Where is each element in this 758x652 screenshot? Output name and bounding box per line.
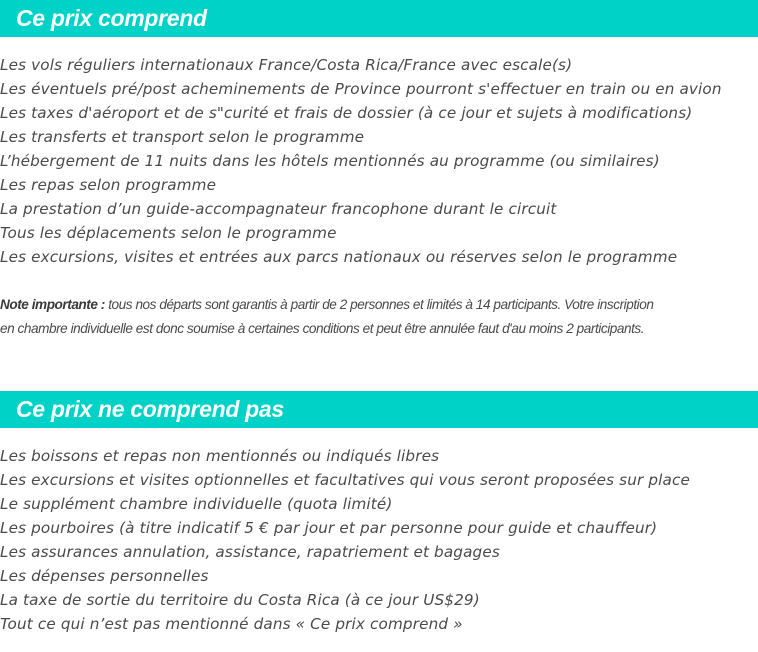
note-text-2: en chambre individuelle est donc soumise à certaines conditions et peut être annulée faut d'au moins 2 participants. <box>0 321 645 336</box>
included-item: Les transferts et transport selon le programme <box>0 128 365 146</box>
included-section-title: Ce prix comprend <box>16 5 207 31</box>
included-item: Les éventuels pré/post acheminements de Province pourront s'effectuer en train ou en avion <box>0 80 722 98</box>
included-item: Les excursions, visites et entrées aux parcs nationaux ou réserves selon le programme <box>0 248 678 266</box>
excluded-item: Les pourboires (à titre indicatif 5 € par jour et par personne pour guide et chauffeur) <box>0 519 658 537</box>
included-item: Les repas selon programme <box>0 176 217 194</box>
included-item: Les vols réguliers internationaux France/Costa Rica/France avec escale(s) <box>0 56 573 74</box>
included-item: Tous les déplacements selon le programme <box>0 224 337 242</box>
included-item: L’hébergement de 11 nuits dans les hôtels mentionnés au programme (ou similaires) <box>0 152 660 170</box>
important-note <box>0 293 758 341</box>
excluded-item: Les assurances annulation, assistance, rapatriement et bagages <box>0 543 500 561</box>
excluded-item: Les dépenses personnelles <box>0 567 209 585</box>
excluded-item: Les boissons et repas non mentionnés ou indiqués libres <box>0 447 440 465</box>
included-item: Les taxes d'aéroport et de s"curité et frais de dossier (à ce jour et sujets à modifications) <box>0 104 693 122</box>
excluded-item: Le supplément chambre individuelle (quota limité) <box>0 495 393 513</box>
excluded-section-header <box>0 391 758 428</box>
excluded-section-title: Ce prix ne comprend pas <box>16 396 284 422</box>
note-text-1: tous nos départs sont garantis à partir de 2 personnes et limités à 14 participants. Votre inscription <box>104 297 654 312</box>
excluded-item: Tout ce qui n’est pas mentionné dans « Ce prix comprend » <box>0 615 463 633</box>
included-item: La prestation d’un guide-accompagnateur francophone durant le circuit <box>0 200 557 218</box>
excluded-item: La taxe de sortie du territoire du Costa Rica (à ce jour US$29) <box>0 591 480 609</box>
included-items-list <box>0 53 722 269</box>
excluded-item: Les excursions et visites optionnelles et facultatives qui vous seront proposées sur place <box>0 471 690 489</box>
note-label: Note importante : <box>0 297 105 312</box>
excluded-items-list <box>0 444 690 636</box>
included-section-header <box>0 0 758 37</box>
note-line-1 <box>0 293 758 317</box>
